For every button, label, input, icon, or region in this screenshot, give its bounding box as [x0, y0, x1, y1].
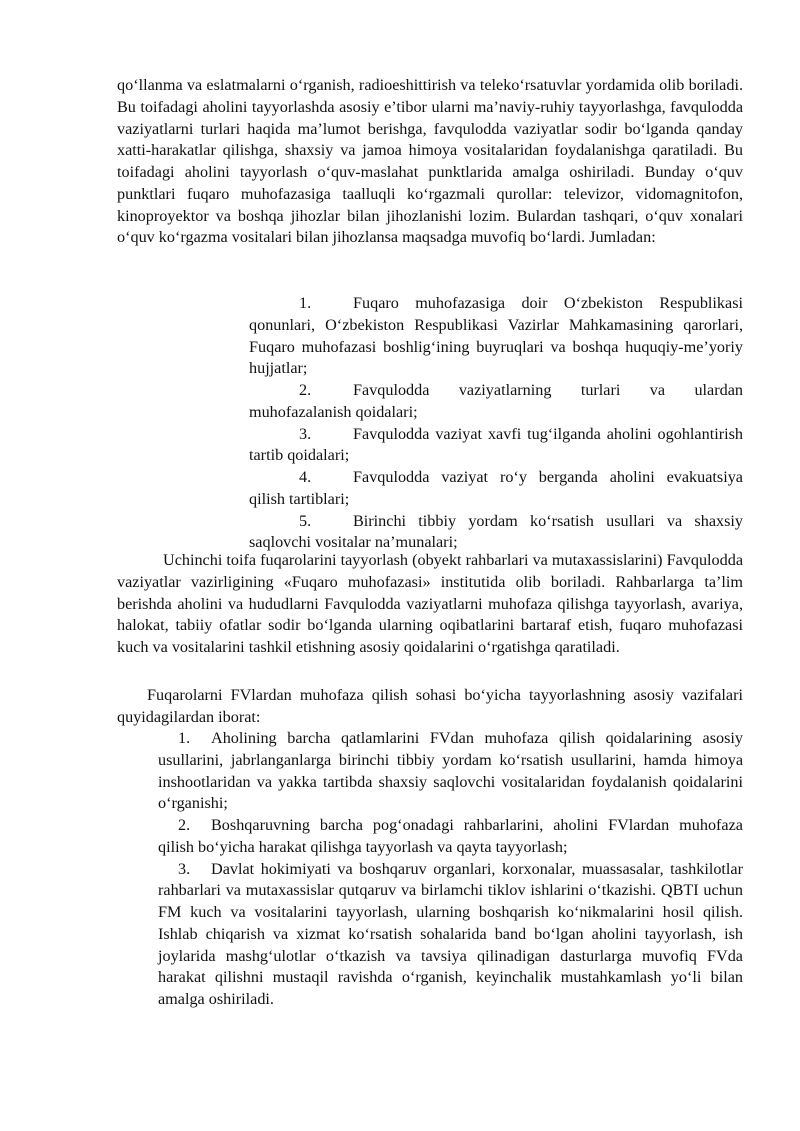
list-item-text: Aholining barcha qatlamlarini FVdan muhofaza qilish qoidalarining asosiy usullarini, jabrlanganlarga birinchi tibbiy yordam ko‘rsatish usullarini, hamda himoya inshootlaridan va yakka tartibda shaxsiy saqlovchi vositalaridan foydalanish qoidalarini o‘rganishi;	[158, 729, 743, 813]
list-item	[249, 511, 743, 555]
list-item-text: Favqulodda vaziyatlarning turlari va ulardan muhofazalanish qoidalari;	[249, 381, 743, 421]
list-item-number: 2.	[178, 816, 191, 834]
list-item-number: 3.	[178, 859, 191, 878]
list-item	[249, 380, 743, 424]
tasks-intro-paragraph: Fuqarolarni FVlardan muhofaza qilish sohasi bo‘yicha tayyorlashning asosiy vazifalari quyidagilardan iborat:	[117, 686, 743, 726]
intro-paragraph: qo‘llanma va eslatmalarni o‘rganish, radioeshittirish va teleko‘rsatuvlar yordamida olib boriladi. Bu toifadagi aholini tayyorlashda asosiy e’tibor ularni ma’naviy-ruhiy tayyorlashga, favqulodda vaziyatlarni turlari haqida ma’lumot berishga, favqulodda vaziyatlar sodir bo‘lganda qanday xatti-harakatlar qilishga, shaxsiy va jamoa himoya vositalaridan foydalanishga qaratiladi. Bu toifadagi aholini tayyorlash o‘quv-maslahat punktlarida amalga oshiriladi. Bunday o‘quv punktlari fuqaro muhofazasiga taalluqli ko‘rgazmali qurollar: televizor, vidomagnitofon, kinoproyektor va boshqa jihozlar bilan jihozlanishi lozim. Bulardan tashqari, o‘quv xonalari o‘quv ko‘rgazma vositalari bilan jihozlansa maqsadga muvofiq bo‘lardi. Jumladan:	[117, 76, 743, 247]
materials-list	[249, 293, 743, 554]
list-item-text: Fuqaro muhofazasiga doir O‘zbekiston Respublikasi qonunlari, O‘zbekiston Respublikasi Vazirlar Mahkamasining qarorlari, Fuqaro muhofazasi boshlig‘ining buyruqlari va boshqa huquqiy-me’yoriy hujjatlar;	[249, 294, 743, 378]
list-item-number: 4.	[299, 468, 312, 486]
list-item	[249, 424, 743, 468]
third-category-paragraph: Uchinchi toifa fuqarolarini tayyorlash (obyekt rahbarlari va mutaxassislarini) Favqulodda vaziyatlar vazirligining «Fuqaro muhofazasi» institutida olib boriladi. Rahbarlarga ta’lim berishda aholini va hududlarni Favqulodda vaziyatlarni muhofaza qilishga tayyorlash, avariya, halokat, tabiiy ofatlar sodir bo‘lganda ularning oqibatlarini bartaraf etish, fuqaro muhofazasi kuch va vositalarini tashkil etishning asosiy qoidalarini o‘rgatishga qaratiladi.	[117, 551, 743, 656]
list-item-number: 1.	[299, 294, 312, 312]
list-item-number: 1.	[178, 729, 191, 747]
list-item-text: Birinchi tibbiy yordam ko‘rsatish usullari va shaxsiy saqlovchi vositalar na’munalari;	[249, 511, 743, 552]
list-item	[158, 859, 743, 1011]
list-item	[249, 467, 743, 511]
list-item-number: 5.	[299, 511, 312, 530]
list-item-text: Favqulodda vaziyat ro‘y berganda aholini evakuatsiya qilish tartiblari;	[249, 468, 743, 508]
list-item-text: Boshqaruvning barcha pog‘onadagi rahbarlarini, aholini FVlardan muhofaza qilish bo‘yicha harakat qilishga tayyorlash va qayta tayyorlash;	[158, 816, 743, 856]
tasks-list	[158, 728, 743, 1011]
list-item-text: Favqulodda vaziyat xavfi tug‘ilganda aholini ogohlantirish tartib qoidalari;	[249, 424, 743, 465]
list-item	[158, 728, 743, 815]
list-item-number: 2.	[299, 381, 312, 399]
list-item	[158, 815, 743, 859]
list-item-number: 3.	[299, 424, 312, 443]
list-item-text: Davlat hokimiyati va boshqaruv organlari, korxonalar, muassasalar, tashkilotlar rahbarlari va mutaxassislar qutqaruv va birlamchi tiklov ishlarini o‘tkazishi. QBTI uchun FM kuch va vositalarini tayyorlash, ularning boshqarish ko‘nikmalarini hosil qilish. Ishlab chiqarish va xizmat ko‘rsatish sohalarida band bo‘lgan aholini tayyorlash, ish joylarida mashg‘ulotlar o‘tkazish va tavsiya qilinadigan dasturlarga muvofiq FVda harakat qilishni mustaqil ravishda o‘rganish, keyinchalik mustahkamlash yo‘li bilan amalga oshiriladi.	[158, 859, 743, 1008]
list-item	[249, 293, 743, 380]
